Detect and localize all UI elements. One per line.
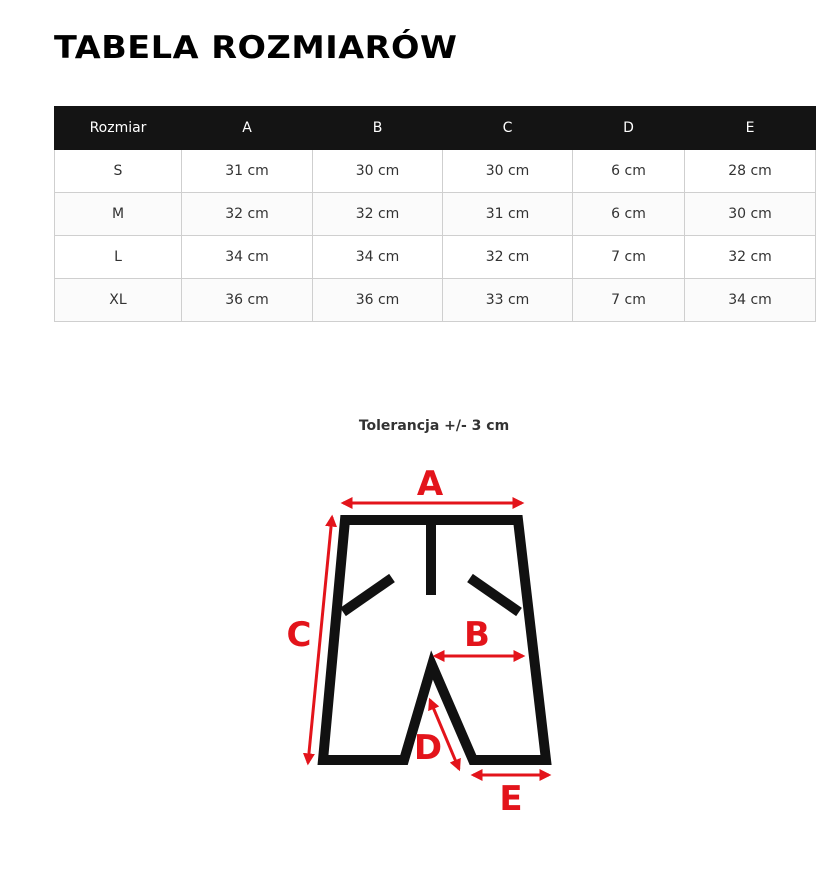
- table-cell: 6 cm: [573, 150, 685, 193]
- tolerance-note: Tolerancja +/- 3 cm: [358, 418, 510, 434]
- table-cell: 34 cm: [313, 236, 443, 279]
- table-cell: 32 cm: [313, 193, 443, 236]
- table-cell: L: [55, 236, 182, 279]
- left-pocket: [343, 578, 392, 612]
- table-header-row: [55, 107, 816, 150]
- table-cell: 32 cm: [685, 236, 816, 279]
- table-cell: 34 cm: [685, 279, 816, 322]
- label-e: E: [499, 779, 523, 819]
- table-cell: 33 cm: [443, 279, 573, 322]
- table-cell: 6 cm: [573, 193, 685, 236]
- label-d: D: [413, 728, 443, 768]
- label-a: A: [416, 464, 444, 504]
- table-row: [55, 193, 816, 236]
- table-cell: 7 cm: [573, 279, 685, 322]
- table-cell: 31 cm: [182, 150, 313, 193]
- table-cell: XL: [55, 279, 182, 322]
- header-c: C: [443, 107, 573, 150]
- table-row: [55, 279, 816, 322]
- table-cell: 30 cm: [313, 150, 443, 193]
- table-cell: M: [55, 193, 182, 236]
- table-row: [55, 236, 816, 279]
- header-a: A: [182, 107, 313, 150]
- right-pocket: [470, 578, 519, 612]
- shorts-measurement-diagram: [270, 455, 570, 825]
- table-cell: 34 cm: [182, 236, 313, 279]
- table-cell: 32 cm: [182, 193, 313, 236]
- header-b: B: [313, 107, 443, 150]
- shorts-outline: [323, 520, 546, 760]
- table-cell: 28 cm: [685, 150, 816, 193]
- header-e: E: [685, 107, 816, 150]
- table-cell: 31 cm: [443, 193, 573, 236]
- table-row: [55, 150, 816, 193]
- table-cell: 36 cm: [313, 279, 443, 322]
- header-d: D: [573, 107, 685, 150]
- table-cell: 30 cm: [443, 150, 573, 193]
- table-cell: 32 cm: [443, 236, 573, 279]
- page-title: TABELA ROZMIARÓW: [54, 30, 458, 66]
- label-b: B: [464, 615, 490, 655]
- table-cell: 36 cm: [182, 279, 313, 322]
- size-table: [54, 106, 816, 322]
- table-cell: 7 cm: [573, 236, 685, 279]
- label-c: C: [286, 615, 312, 655]
- table-cell: S: [55, 150, 182, 193]
- table-cell: 30 cm: [685, 193, 816, 236]
- header-size: Rozmiar: [55, 107, 182, 150]
